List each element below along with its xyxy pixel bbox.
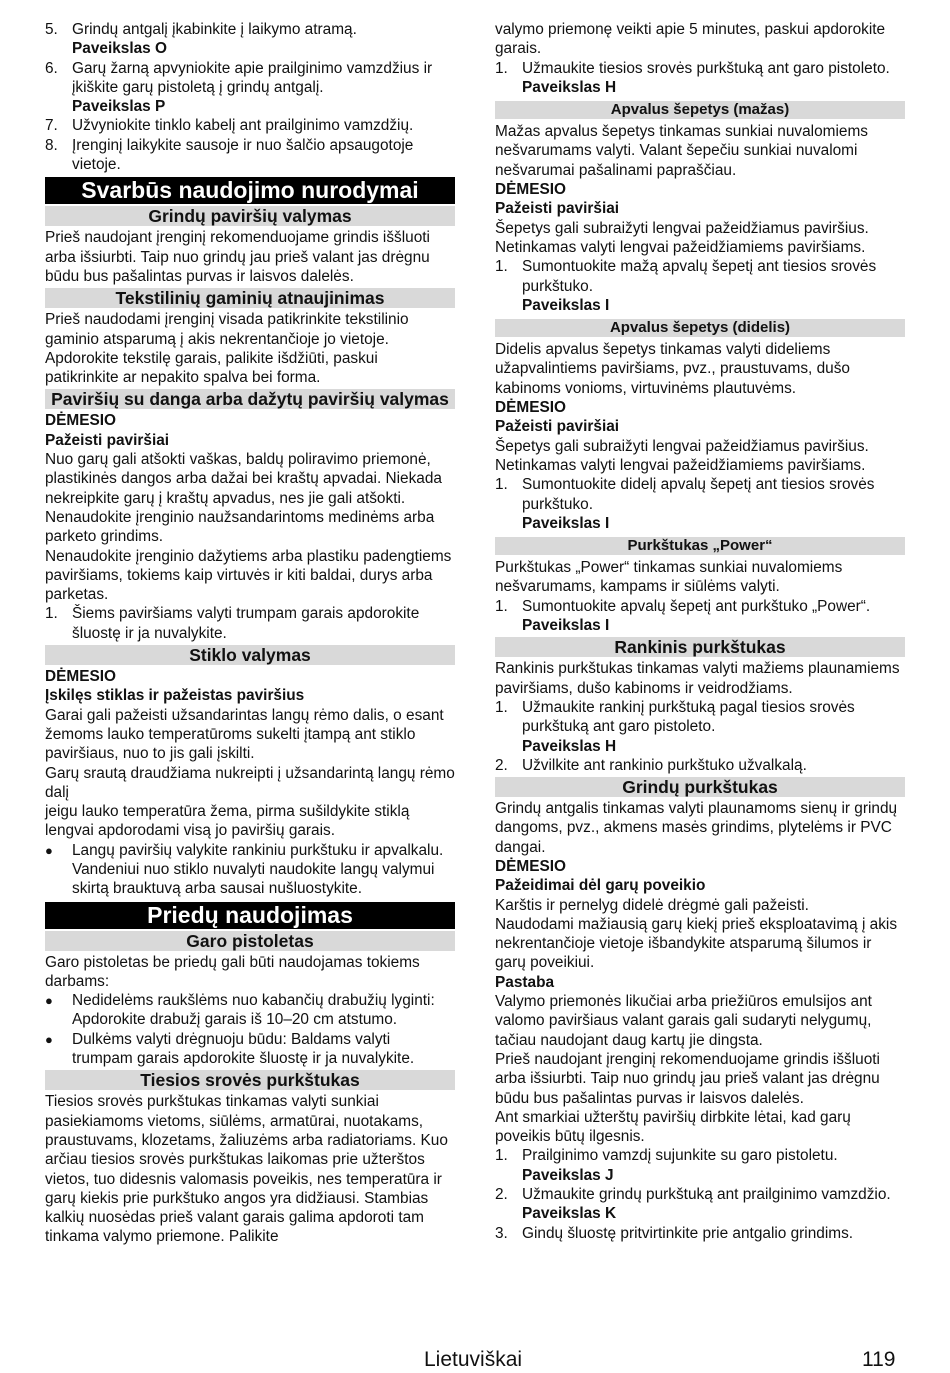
bullet-icon: ● — [45, 842, 53, 858]
list-item: 1. Sumontuokite apvalų šepetį ant purkštuko „Power“. Paveikslas I — [495, 597, 871, 635]
attention-label: DĖMESIO — [495, 181, 566, 199]
bullet-item: ● Nedidelėms raukšlėms nuo kabančių drabužių lyginti: Apdorokite drabužį garais iš 10–20 cm atstumo. — [45, 992, 435, 1029]
figure-ref: Paveikslas H — [522, 78, 617, 96]
subsection-heading: Garo pistoletas — [45, 931, 455, 951]
subsection-heading: Tekstilinių gaminių atnaujinimas — [45, 288, 455, 308]
paragraph: Nuo garų gali atšokti vaškas, baldų poliravimo priemonė, plastikinės dangos arba dažai bei kraštų apvadai. Niekada nekreipkite garų į kraštų apvadus, nes jie gali atšokti. — [45, 451, 442, 507]
bullet-icon: ● — [45, 993, 53, 1009]
bullet-item: ● Dulkėms valyti drėgnuoju būdu: Baldams valyti trumpam garais apdorokite šluostę ir ja nuvalykite. — [45, 1030, 415, 1068]
subsection-heading: Tiesios srovės purkštukas — [45, 1070, 455, 1090]
paragraph: Mažas apvalus šepetys tinkamas sunkiai nuvalomiems nešvarumams valyti. Valant šepečiu sunkiai nuvalomi nešvarumai pašalinami papraščiau. — [495, 123, 868, 179]
section-heading: Priedų naudojimas — [45, 902, 455, 929]
paragraph: valymo priemonę veikti apie 5 minutes, paskui apdorokite garais. — [495, 21, 886, 58]
list-item: 1. Šiems paviršiams valyti trumpam garais apdorokite šluostę ir ja nuvalykite. — [45, 605, 420, 642]
attention-label: DĖMESIO — [45, 412, 116, 430]
figure-ref: Paveikslas H — [522, 737, 617, 755]
list-item: 6. Garų žarną apvyniokite apie prailginimo vamzdžius ir įkiškite garų pistoletą į grindų antgalį. Paveikslas P — [45, 59, 433, 116]
figure-ref: Paveikslas K — [522, 1205, 617, 1223]
paragraph: Garų srautą draudžiama nukreipti į užsandarintą langų rėmo dalį — [45, 764, 455, 801]
list-item: 1. Užmaukite tiesios srovės purkštuką ant garo pistoleto. Paveikslas H — [495, 59, 890, 96]
paragraph: Prieš naudodami įrenginį visada patikrinkite tekstilinio gaminio atsparumą į akis nekrentančioje jo vietoje. Apdorokite tekstilę garais, palikite išdžiūti, paskui patikrinkite ar nepakito spalva bei forma. — [45, 311, 409, 387]
paragraph: Garai gali pažeisti užsandarintas langų rėmo dalis, o esant žemoms lauko temperatūroms sukelti įtampą ant stiklo paviršiaus, nuo to jis gali įskilti. — [45, 706, 444, 763]
paragraph: Purkštukas „Power“ tinkamas sunkiai nuvalomiems nešvarumams, kampams ir siūlėms valyti. — [495, 559, 843, 596]
subsection-heading: Paviršių su danga arba dažytų paviršių valymas — [45, 389, 455, 409]
left-column — [45, 20, 455, 1247]
list-item: 1. Užmaukite rankinį purkštuką pagal tiesios srovės purkštuką ant garo pistoleto. Paveikslas H — [495, 698, 855, 755]
attention-label: DĖMESIO — [45, 668, 116, 686]
subsection-heading: Grindų paviršių valymas — [45, 206, 455, 226]
section-heading: Svarbūs naudojimo nurodymai — [45, 177, 455, 204]
paragraph: jeigu lauko temperatūra žema, pirma sušildykite stiklą lengvai apdorodami visą jo paviršių garais. — [45, 803, 410, 840]
attention-label: DĖMESIO — [495, 857, 566, 875]
paragraph: Prieš naudojant įrenginį rekomenduojame grindis iššluoti arba išsiurbti. Taip nuo grindų jau prieš valant jas drėgnu būdu bus pašalintas purvas ir laisvos dalelės. — [45, 229, 430, 285]
paragraph: Valymo priemonės likučiai arba priežiūros emulsijos ant valomo paviršiaus valant garais gali sudaryti nelygumų, tačiau naudojant daug kartų jie dingsta. — [495, 993, 872, 1049]
subsection-heading: Stiklo valymas — [45, 645, 455, 665]
list-item: 2. Užvilkite ant rankinio purkštuko užvalkalą. — [495, 756, 807, 774]
warning-title: Pažeisti paviršiai — [495, 200, 620, 218]
bullet-icon: ● — [45, 1031, 53, 1047]
paragraph: Prieš naudojant įrenginį rekomenduojame grindis iššluoti arba išsiurbti. Taip nuo grindų jau prieš valant jas drėgnu būdu bus pašalintas purvas ir laisvos dalelės. — [495, 1050, 880, 1107]
subsection-heading: Purkštukas „Power“ — [495, 537, 905, 555]
paragraph: Šepetys gali subraižyti lengvai pažeidžiamus paviršius. Netinkamas valyti lengvai pažeidžiamiems paviršiams. — [495, 437, 869, 474]
paragraph: Didelis apvalus šepetys tinkamas valyti dideliems užapvalintiems paviršiams, pvz., praustuvams, dušo kabinoms vonioms, virtuvinėms plautuvėms. — [495, 341, 850, 397]
subsection-heading: Grindų purkštukas — [495, 777, 905, 797]
warning-title: Pažeisti paviršiai — [45, 431, 170, 449]
list-item: 5. Grindų antgalį įkabinkite į laikymo atramą. Paveikslas O — [45, 21, 357, 58]
list-item: 2. Užmaukite grindų purkštuką ant prailginimo vamzdžio. Paveikslas K — [495, 1186, 891, 1223]
list-item: 1. Sumontuokite mažą apvalų šepetį ant tiesios srovės purkštuko. Paveikslas I — [495, 258, 877, 314]
list-item: 3. Gindų šluostę pritvirtinkite prie antgalio grindims. — [495, 1224, 854, 1242]
list-item: 1. Prailginimo vamzdį sujunkite su garo pistoletu. Paveikslas J — [495, 1147, 838, 1184]
subsection-heading: Apvalus šepetys (didelis) — [495, 319, 905, 337]
paragraph: Nenaudokite įrenginio naužsandarintoms medinėms arba parketo grindims. — [45, 508, 435, 546]
warning-title: Įskilęs stiklas ir pažeistas paviršius — [45, 687, 305, 705]
paragraph: Karštis ir pernelyg didelė drėgmė gali pažeisti. — [495, 896, 809, 914]
paragraph: Šepetys gali subraižyti lengvai pažeidžiamus paviršius. Netinkamas valyti lengvai pažeidžiamiems paviršiams. — [495, 219, 869, 256]
attention-label: DĖMESIO — [495, 399, 566, 417]
figure-ref: Paveikslas I — [522, 514, 610, 532]
footer-language: Lietuviškai — [424, 1348, 523, 1371]
paragraph: Grindų antgalis tinkamas valyti plaunamoms sienų ir grindų dangoms, pvz., akmens masės grindims, plytelėms ir PVC dangai. — [495, 800, 898, 856]
list-item: 1. Sumontuokite didelį apvalų šepetį ant tiesios srovės purkštuko. Paveikslas I — [495, 476, 875, 532]
figure-ref: Paveikslas O — [72, 40, 167, 58]
page-number: 119 — [862, 1348, 896, 1371]
figure-ref: Paveikslas J — [522, 1166, 614, 1184]
paragraph: Garo pistoletas be priedų gali būti naudojamas tokiems darbams: — [45, 953, 420, 990]
paragraph: Ant smarkiai užterštų paviršių dirbkite lėtai, kad garų poveikis būtų ilgesnis. — [495, 1108, 851, 1146]
paragraph: Tiesios srovės purkštukas tinkamas valyti sunkiai pasiekiamoms vietoms, siūlėms, armatūrai, nuotakams, praustuvams, klozetams, žaliuzėms arba radiatoriams. Kuo arčiau tiesios srovės purkštukas laikomas prie užterštos vietos, tuo didesnis valomasis poveikis, nes temperatūra ir garų kiekis prie purkštuko angos yra didžiausi. Stambias kalkių nuosėdas prieš valant garais galima apdoroti tam tinkama valymo priemone. Palikite — [45, 1093, 448, 1246]
figure-ref: Paveikslas I — [522, 617, 610, 635]
warning-title: Pažeidimai dėl garų poveikio — [495, 877, 706, 895]
figure-ref: Paveikslas I — [522, 296, 610, 314]
paragraph: Rankinis purkštukas tinkamas valyti mažiems plaunamiems paviršiams, dušo kabinoms ir veidrodžiams. — [495, 660, 900, 697]
list-item: 8. Įrenginį laikykite sausoje ir nuo šalčio apsaugotoje vietoje. — [45, 136, 414, 174]
subsection-heading: Apvalus šepetys (mažas) — [495, 101, 905, 119]
bullet-item: ● Langų paviršių valykite rankiniu purkštuku ir apvalkalu. Vandeniui nuo stiklo nuvalyti naudokite langų valymui skirtą brauktuvą arba sausai nušluostykite. — [45, 841, 444, 898]
note-label: Pastaba — [495, 973, 555, 991]
figure-ref: Paveikslas P — [72, 98, 166, 116]
warning-title: Pažeisti paviršiai — [495, 418, 620, 436]
subsection-heading: Rankinis purkštukas — [495, 637, 905, 657]
list-item: 7. Užvyniokite tinklo kabelį ant prailginimo vamzdžių. — [45, 117, 414, 135]
right-column — [495, 20, 905, 1243]
paragraph: Naudodami mažiausią garų kiekį prieš eksploatavimą į akis nekrentančioje vietoje išbandykite atsparumą šilumos ir garų poveikiui. — [495, 915, 898, 972]
paragraph: Nenaudokite įrenginio dažytiems arba plastiku padengtiems paviršiams, tokiems kaip virtuvės ir kiti baldai, durys arba parketas. — [45, 547, 452, 604]
